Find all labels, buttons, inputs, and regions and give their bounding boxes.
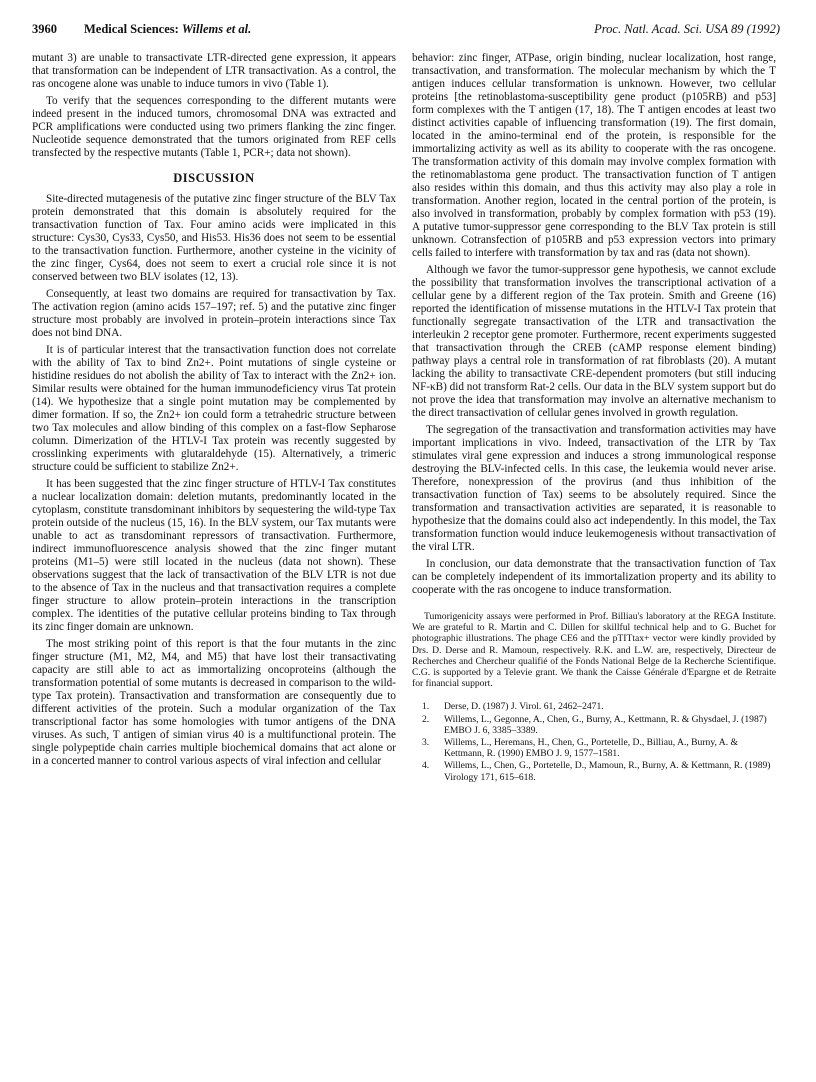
paragraph-alternative-hypothesis: Although we favor the tumor-suppressor gene hypothesis, we cannot exclude the possibility that transformation involves the transcriptional activation of a cellular gene by a different region of the Tax protein. Smith and Greene (16) reported the identification of missense mutations in the HTLV-I Tax protein that functionally segregate transactivation of the LTR and transactivation the interleukin 2 receptor gene promoter. Furthermore, recent experiments suggested that transactivation through the CREB (cAMP response element binding) pathway plays a central role in transformation of rat fibroblasts (20). A mutant lacking the ability to transactivate CRE-dependent promoters (but still inducing NF-κB) did not transform Rat-2 cells. Our data in the BLV system support but do not prove the idea that transformation may involve an alternative mechanism to the direct transactivation of cellular genes involved in growth regulation.: [412, 264, 776, 419]
paragraph-discussion-4: It has been suggested that the zinc finger structure of HTLV-I Tax constitutes a nuclear localization domain: deletion mutants, predominantly located in the cytoplasm, constitute transdominant inhibitors by sequestering the wild-type Tax protein outside of the nucleus (15, 16). In the BLV system, our Tax mutants were unable to act as transdominant repressors of transactivation. Furthermore, indirect immunofluorescence analysis showed that the zinc finger mutant proteins (M1–5) were still located in the nucleus (data not shown). These observations suggest that the lack of transactivation of the BLV LTR is not due to the absence of Tax in the nucleus and that transactivation requires a complete finger structure to allow protein–protein interactions in the transcription complex. The identities of the putative cellular proteins binding to Tax through its zinc finger domain are unknown.: [32, 478, 396, 633]
reference-item: [412, 714, 776, 736]
left-column: [32, 52, 396, 768]
paragraph-conclusion: In conclusion, our data demonstrate that the transactivation function of Tax can be completely independent of its immortalization property and its ability to cooperate with the ras oncogene to induce transformation.: [412, 558, 776, 596]
reference-number: 4.: [422, 760, 430, 772]
paragraph-t-antigen: behavior: zinc finger, ATPase, origin binding, nuclear localization, host range, transactivation, and transformation. The molecular mechanism by which the T antigen induces cellular transformation is unknown. However, two cellular proteins [the retinoblastoma-susceptibility gene product (p105RB) and p53] form complexes with the T antigen (17, 18). The T antigen encodes at least two distinct activities capable of influencing transformation (19). The first domain, located in the amino-terminal end of the protein, is responsible for the immortalizing activity as well as its ability to cooperate with the ras oncogene. The transformation activity of this domain may involve complex formation with the retinomablastoma gene product. The transactivation function of T antigen also resides within this domain, and thus this activity may also play a role in transformation. Another region, located in the central portion of the protein, is also involved in transformation, probably by complex formation with p53 (19). A putative tumor-suppressor gene corresponding to the BLV Tax protein is still unknown. Cotransfection of p105RB and p53 expression vectors into primary cells failed to interfere with transformation by tax and ras (data not shown).: [412, 52, 776, 259]
reference-number: 3.: [422, 737, 430, 749]
reference-list: [412, 701, 776, 782]
paragraph-in-vivo-implications: The segregation of the transactivation and transformation activities may have important implications in vivo. Indeed, transactivation of the LTR by Tax stimulates viral gene expression and induces a strong immunological response destroying the BLV-infected cells. In this case, the leukemia would never arise. Therefore, nonexpression of the provirus (and thus inhibition of the transactivation function of Tax) seems to be absolutely required. Since the transformation and transactivation activities are separated, it is reasonable to hypothesize that the domains could also act independently. In this model, the Tax transformation function would induce leukemogenesis without transactivation of the viral LTR.: [412, 424, 776, 553]
reference-number: 2.: [422, 713, 430, 725]
paragraph-pcr-verification: To verify that the sequences corresponding to the different mutants were indeed present in the induced tumors, chromosomal DNA was extracted and PCR amplifications were conducted using two primers flanking the zinc finger. Nucleotide sequence demonstrated that the tumors originated from REF cells transfected by the respective mutants (Table 1, PCR+; data not shown).: [32, 95, 396, 159]
reference-item: [412, 701, 776, 712]
right-column: [412, 52, 776, 783]
reference-item: [412, 737, 776, 759]
page-number: 3960: [32, 22, 57, 36]
author-label: Willems et al.: [181, 22, 252, 36]
page-header: [32, 22, 780, 44]
paragraph-discussion-5: The most striking point of this report is that the four mutants in the zinc finger structure (M1, M2, M4, and M5) that have lost their transactivating capacity are still able to act as immortalizing oncoproteins (although the transformation potential of some mutants is decreased in comparison to the wild-type Tax protein). Transactivation and transformation are consequently due to different activities of the protein. Such a modular organization of the Tax transcriptional factor has some homologies with tumor antigens of the DNA viruses. As such, T antigen of simian virus 40 is a multifunctional protein. The single polypeptide chain carries multiple biochemical domains that act alone or in a concerted manner to control various aspects of viral infection and cellular: [32, 638, 396, 767]
reference-text: Willems, L., Gegonne, A., Chen, G., Burny, A., Kettmann, R. & Ghysdael, J. (1987) EMBO J. 6, 3385–3389.: [444, 713, 767, 736]
paragraph-discussion-1: Site-directed mutagenesis of the putative zinc finger structure of the BLV Tax protein demonstrated that this domain is absolutely required for the transactivation function of Tax. Four amino acids were implicated in this structure: Cys30, Cys33, Cys50, and His53. His36 does not seem to be essential to the transactivation function. Furthermore, another cysteine in the vicinity of the zinc finger, Cys64, does not seem to exert a crucial role since it is not conserved between two BLV isolates (12, 13).: [32, 193, 396, 283]
section-heading-discussion: DISCUSSION: [173, 171, 255, 185]
reference-item: [412, 760, 776, 782]
paragraph-discussion-2: Consequently, at least two domains are required for transactivation by Tax. The activation region (amino acids 157–197; ref. 5) and the putative zinc finger structure most probably are involved in protein–protein interactions since Tax does not bind DNA.: [32, 288, 396, 339]
running-head: [84, 22, 251, 37]
journal-citation: Proc. Natl. Acad. Sci. USA 89 (1992): [594, 22, 780, 36]
paragraph-results-end: mutant 3) are unable to transactivate LTR-directed gene expression, it appears that transformation can be independent of LTR transactivation. As a control, the ras oncogene alone was unable to induce tumors in vivo (Table 1).: [32, 52, 396, 90]
reference-text: Derse, D. (1987) J. Virol. 61, 2462–2471.: [444, 701, 604, 713]
reference-number: 1.: [422, 701, 430, 713]
reference-text: Willems, L., Heremans, H., Chen, G., Portetelle, D., Billiau, A., Burny, A. & Kettmann, R. (1990) EMBO J. 9, 1577–1581.: [444, 737, 738, 760]
reference-text: Willems, L., Chen, G., Portetelle, D., Mamoun, R., Burny, A. & Kettmann, R. (1989) Virology 171, 615–618.: [444, 760, 771, 783]
section-label: Medical Sciences:: [84, 22, 179, 36]
acknowledgment-text: Tumorigenicity assays were performed in Prof. Billiau's laboratory at the REGA Institute. We are grateful to R. Martin and C. Dillen for skillful technical help and to G. Buchet for photographic illustrations. The phage CE6 and the pTITtax+ vector were kindly provided by Drs. D. Derse and R. Mamoun, respectively. R.K. and L.W. are, respectively, Directeur de Recherches and Chercheur qualifié of the Fonds National Belge de la Recherche Scientifique. C.G. is supported by a Televie grant. We thank the Caisse Générale d'Epargne et de Retraite for financial support.: [412, 611, 776, 690]
acknowledgments: [412, 611, 776, 689]
paragraph-discussion-3: It is of particular interest that the transactivation function does not correlate with the ability of Tax to bind Zn2+. Point mutations of single cysteine or histidine residues do not abolish the ability of Tax to interact with the Zn2+ ion. Similar results were obtained for the human immunodeficiency virus Tat protein (14). We hypothesize that a single point mutation may be complemented by dimer formation. If so, the Zn2+ ion could form a tetrahedric structure between two Tax molecules and allow binding of this complex on a fast-flow Sepharose column. Dimerization of the HTLV-I Tax protein was recently suggested by crosslinking experiments with glutaraldehyde (15). Alternatively, a trimeric structure could be sufficient to stabilize Zn2+.: [32, 344, 396, 473]
